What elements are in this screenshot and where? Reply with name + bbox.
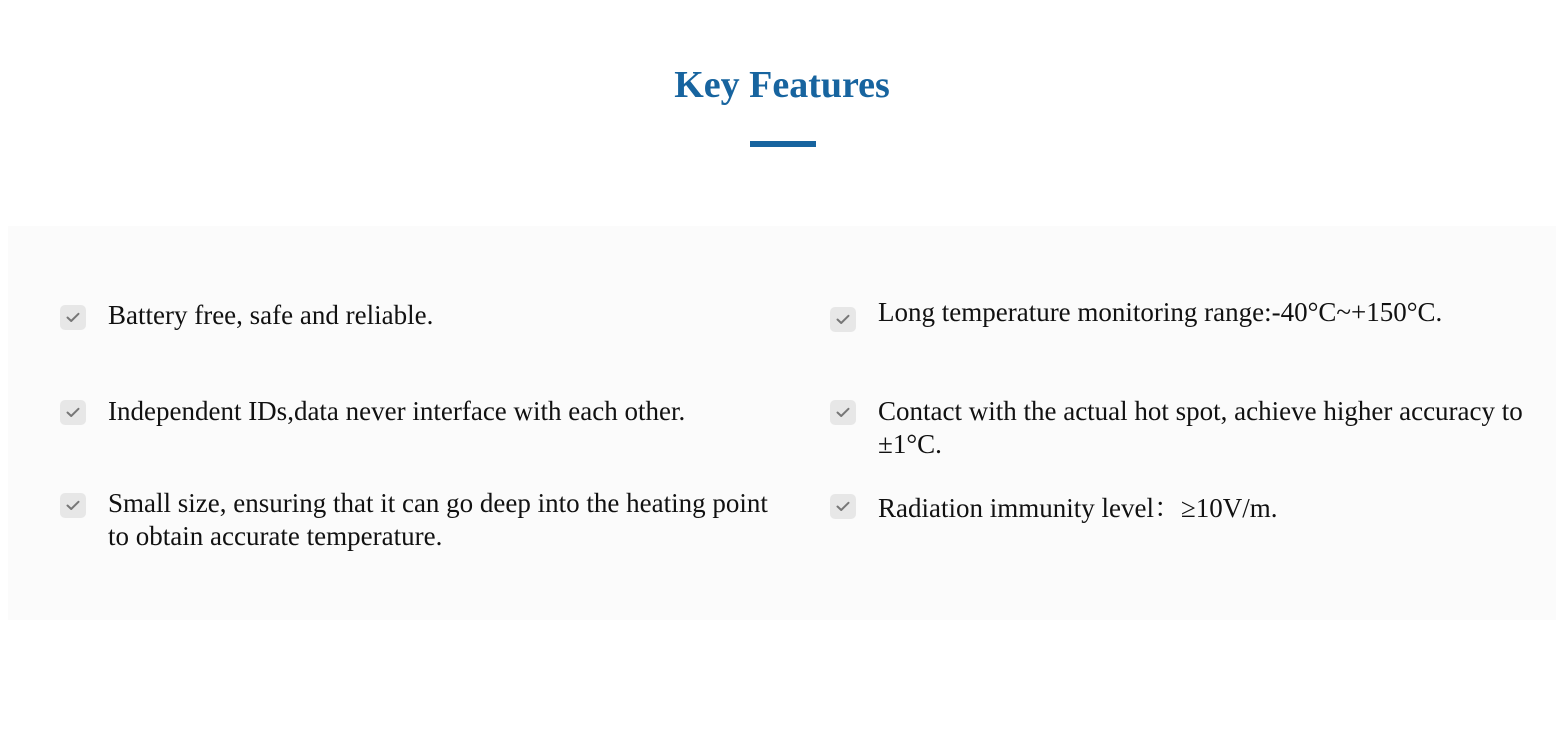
feature-text: Independent IDs,data never interface with each other. xyxy=(108,396,686,426)
check-icon xyxy=(60,305,86,330)
check-icon xyxy=(830,400,856,425)
feature-text: Contact with the actual hot spot, achieve higher accuracy to ±1°C. xyxy=(878,396,1523,459)
feature-text: Long temperature monitoring range:-40°C~+150°C. xyxy=(878,297,1443,327)
feature-item xyxy=(60,299,433,332)
feature-item xyxy=(60,395,685,428)
feature-item xyxy=(830,296,1442,332)
feature-text: Radiation immunity level：≥10V/m. xyxy=(878,493,1278,523)
section-title: Key Features xyxy=(674,64,890,106)
check-icon xyxy=(830,307,856,332)
feature-item xyxy=(830,395,1558,461)
check-icon xyxy=(60,400,86,425)
feature-item xyxy=(830,492,1278,525)
title-underline xyxy=(750,141,816,147)
feature-item xyxy=(60,487,768,553)
feature-text: Small size, ensuring that it can go deep into the heating point to obtain accurate temperature. xyxy=(108,488,768,551)
feature-text: Battery free, safe and reliable. xyxy=(108,300,434,330)
check-icon xyxy=(830,494,856,519)
check-icon xyxy=(60,493,86,518)
